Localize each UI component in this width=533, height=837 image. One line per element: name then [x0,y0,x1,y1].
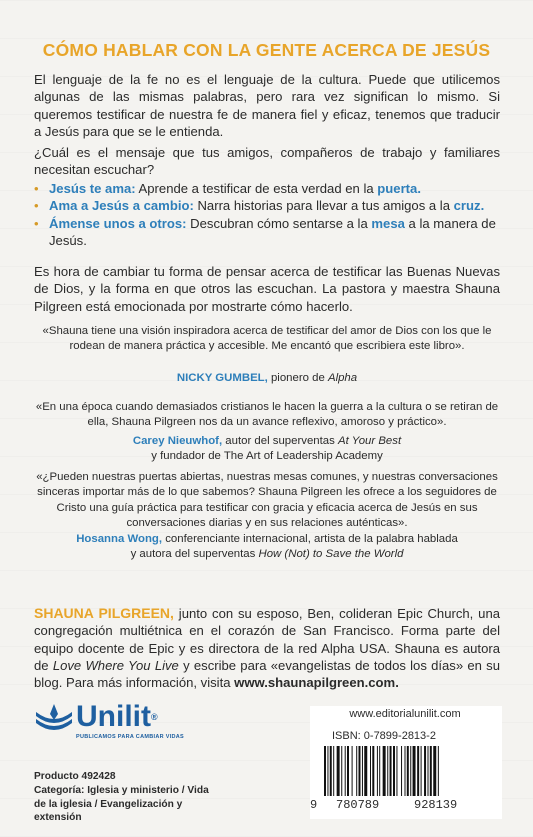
barcode-bar [393,746,395,796]
product-code: Producto 492428 [34,771,116,782]
barcode-bar [428,746,429,796]
barcode-bar [430,746,432,796]
barcode-bar [438,746,439,796]
barcode-bar [390,746,392,796]
intro-paragraph: El lenguaje de la fe no es el lenguaje de la cultura. Puede que utilicemos algunas de las mismas palabras, pero rara vez significan lo mismo. Si queremos testificar de nuestra fe de manera fiel y eficaz, tenemos que traducir a Jesús para que se le entienda. [34,72,500,139]
book-logo-icon [34,700,74,740]
barcode-bar [327,746,328,796]
list-item: • Ama a Jesús a cambio: Narra historias para llevar a tus amigos a la cruz. [34,198,485,214]
barcode-bar [413,746,416,796]
key-points-list [34,180,504,249]
list-item: • Jesús te ama: Aprende a testificar de esta verdad en la puerta. [34,181,421,196]
endorsement-attribution-2: Carey Nieuwhof, autor del superventas At Your Best y fundador de The Art of Leadership Academy [132,435,402,463]
barcode-bar [424,746,426,796]
barcode-bar [330,746,332,796]
barcode-bar [356,746,357,796]
author-bio: SHAUNA PILGREEN, junto con su esposo, Ben, colideran Epic Church, una congregación multiétnica en el corazón de San Francisco. Forma parte del equipo docente de Epic y es directora de la red Alpha USA. Shauna es autora de Love Where You Live y escribe para «evangelistas de todos los días» en su blog. Para más información, visita www.shaunapilgreen.com. [34,605,501,691]
bullet-icon: • [34,215,39,231]
barcode-bar [379,746,380,796]
barcode-bar [401,746,402,796]
barcode-bar [383,746,386,796]
cover-heading: CÓMO HABLAR CON LA GENTE ACERCA DE JESÚS [42,40,491,60]
bullet-icon: • [34,198,39,214]
category-label: Categoría: Iglesia y ministerio / Vida de la iglesia / Evangelización y extensión [34,785,209,824]
barcode-bar [333,746,334,796]
publisher-logo: Unilit® [76,700,158,733]
barcode-bar [345,746,346,796]
endorsement-attribution-3: Hosanna Wong, conferenciante internacional, artista de la palabra hablada y autora del superventas How (Not) to Save the World [76,533,458,561]
endorsement-quote-2: «En una época cuando demasiados cristianos le hacen la guerra a la cultura o se retiran de ella, Shauna Pilgreen nos da un avance reflexivo, amoroso y práctico». [35,401,499,429]
barcode-bar [387,746,388,796]
barcode-bar [337,746,340,796]
publisher-website: www.editorialunilit.com [349,708,461,720]
barcode-bar [396,746,397,796]
barcode-bar [372,746,374,796]
barcode-bar [433,746,436,796]
question-paragraph: ¿Cuál es el mensaje que tus amigos, compañeros de trabajo y familiares necesitan escuchar? [34,145,500,178]
barcode-bar [417,746,419,796]
barcode-bar [324,746,326,796]
barcode-bar [370,746,371,796]
barcode-bar [421,746,422,796]
barcode-bar [407,746,409,796]
barcode-bar [362,746,363,796]
list-item: • Ámense unos a otros: Descubran cómo sentarse a la mesa a la manera de Jesús. [34,215,496,248]
endorsement-quote-1: «Shauna tiene una visión inspiradora acerca de testificar del amor de Dios con los que le rodean de manera práctica y accesible. Me encantó que escribiera este libro». [42,325,492,353]
barcode-bar [341,746,342,796]
barcode-icon [318,746,494,798]
isbn-label: ISBN: 0-7899-2813-2 [332,730,436,742]
barcode-bar [377,746,378,796]
endorsement-quote-3: «¿Pueden nuestras puertas abiertas, nuestras mesas comunes, y nuestras conversaciones sinceras importar más de lo que sabemos? Shauna Pilgreen les ofrece a los seguidores de Cristo una guía práctica para testificar con gracia y eficacia acerca de Jesús en sus conversaciones diarias y en sus relaciones auténticas». [36,471,498,530]
publisher-tagline: PUBLICAMOS PARA CAMBIAR VIDAS [76,734,185,740]
barcode-panel: www.editorialunilit.com ISBN: 0-7899-2813-2 9 780789 928139 [310,706,502,819]
barcode-bar [347,746,349,796]
closing-paragraph: Es hora de cambiar tu forma de pensar acerca de testificar las Buenas Nuevas de Dios, y la forma en que otros las escuchan. La pastora y maestra Shauna Pilgreen está emocionada por mostrarte cómo hacerlo. [34,264,500,314]
barcode-bar [359,746,361,796]
bullet-icon: • [34,181,39,196]
barcode-bar [405,746,406,796]
barcode-bar [364,746,367,796]
barcode-bar [410,746,411,796]
endorsement-attribution-1: NICKY GUMBEL, pionero de Alpha [176,372,358,384]
barcode-bar [352,746,353,796]
